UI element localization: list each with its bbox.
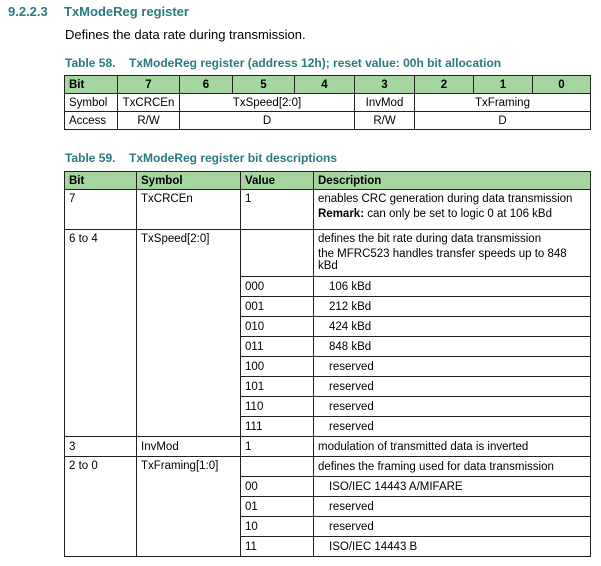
description-cell: 424 kBd bbox=[314, 317, 591, 337]
header-cell: Value bbox=[241, 172, 314, 190]
description-cell: reserved bbox=[314, 357, 591, 377]
row-label: Symbol bbox=[65, 94, 118, 112]
table-cell: D bbox=[415, 112, 591, 130]
value-cell bbox=[241, 457, 314, 477]
symbol-cell: TxFraming[1:0] bbox=[137, 457, 241, 557]
value-cell: 10 bbox=[241, 517, 314, 537]
header-cell: Bit bbox=[65, 76, 118, 94]
description-cell: reserved bbox=[314, 497, 591, 517]
description-cell: reserved bbox=[314, 517, 591, 537]
header-cell: 6 bbox=[180, 76, 233, 94]
header-cell: 2 bbox=[415, 76, 474, 94]
description-cell bbox=[314, 230, 591, 277]
section-number: 9.2.2.3 bbox=[8, 4, 48, 19]
table-header-row bbox=[65, 172, 591, 190]
section-heading bbox=[8, 4, 189, 19]
table-row bbox=[65, 230, 591, 277]
remark-line bbox=[318, 208, 586, 220]
description-cell: 848 kBd bbox=[314, 337, 591, 357]
table-row bbox=[65, 190, 591, 230]
description-cell: defines the framing used for data transmission bbox=[314, 457, 591, 477]
description-text: defines the bit rate during data transmission bbox=[318, 233, 542, 245]
table-cell: R/W bbox=[355, 112, 415, 130]
description-cell: reserved bbox=[314, 377, 591, 397]
header-cell: Description bbox=[314, 172, 591, 190]
table59-label: Table 59. bbox=[65, 151, 116, 165]
description-cell: ISO/IEC 14443 A/MIFARE bbox=[314, 477, 591, 497]
header-cell: 3 bbox=[355, 76, 415, 94]
table59-title: TxModeReg register bit descriptions bbox=[129, 151, 338, 165]
header-cell: Bit bbox=[65, 172, 137, 190]
bit-cell: 6 to 4 bbox=[65, 230, 137, 437]
table-cell: D bbox=[180, 112, 355, 130]
table58-caption bbox=[65, 56, 501, 70]
row-label: Access bbox=[65, 112, 118, 130]
description-cell: reserved bbox=[314, 397, 591, 417]
table-row bbox=[65, 457, 591, 477]
symbol-cell: TxCRCEn bbox=[137, 190, 241, 230]
bit-cell: 7 bbox=[65, 190, 137, 230]
description-cell: modulation of transmitted data is inverted bbox=[314, 437, 591, 457]
access-row bbox=[65, 112, 591, 130]
value-cell: 1 bbox=[241, 190, 314, 230]
value-cell: 1 bbox=[241, 437, 314, 457]
value-cell: 01 bbox=[241, 497, 314, 517]
value-cell: 111 bbox=[241, 417, 314, 437]
bit-description-table bbox=[64, 171, 591, 557]
header-cell: 0 bbox=[533, 76, 591, 94]
bit-cell: 3 bbox=[65, 437, 137, 457]
table59-caption bbox=[65, 151, 337, 165]
header-cell: 5 bbox=[233, 76, 295, 94]
description-cell: 106 kBd bbox=[314, 277, 591, 297]
description-text: enables CRC generation during data transmission bbox=[318, 193, 573, 205]
value-cell: 010 bbox=[241, 317, 314, 337]
table58-title: TxModeReg register (address 12h); reset value: 00h bit allocation bbox=[129, 56, 502, 70]
remark-text: can only be set to logic 0 at 106 kBd bbox=[364, 208, 552, 220]
description-cell: 212 kBd bbox=[314, 297, 591, 317]
value-cell: 000 bbox=[241, 277, 314, 297]
table-cell: InvMod bbox=[355, 94, 415, 112]
table-cell: TxSpeed[2:0] bbox=[180, 94, 355, 112]
section-title: TxModeReg register bbox=[64, 4, 189, 19]
value-cell: 100 bbox=[241, 357, 314, 377]
bit-cell: 2 to 0 bbox=[65, 457, 137, 557]
value-cell bbox=[241, 230, 314, 277]
description-text: the MFRC523 handles transfer speeds up to 848 kBd bbox=[318, 248, 567, 272]
table-cell: TxFraming bbox=[415, 94, 591, 112]
symbol-row bbox=[65, 94, 591, 112]
description-cell: ISO/IEC 14443 B bbox=[314, 537, 591, 557]
table-cell: TxCRCEn bbox=[118, 94, 180, 112]
table-cell: R/W bbox=[118, 112, 180, 130]
table-header-row bbox=[65, 76, 591, 94]
value-cell: 11 bbox=[241, 537, 314, 557]
remark-label: Remark: bbox=[318, 208, 365, 220]
symbol-cell: InvMod bbox=[137, 437, 241, 457]
table-row bbox=[65, 437, 591, 457]
header-cell: 1 bbox=[474, 76, 533, 94]
value-cell: 001 bbox=[241, 297, 314, 317]
section-description: Defines the data rate during transmission. bbox=[65, 27, 306, 42]
description-cell: reserved bbox=[314, 417, 591, 437]
bit-allocation-table bbox=[64, 75, 591, 130]
value-cell: 101 bbox=[241, 377, 314, 397]
value-cell: 00 bbox=[241, 477, 314, 497]
header-cell: 7 bbox=[118, 76, 180, 94]
description-cell bbox=[314, 190, 591, 230]
header-cell: Symbol bbox=[137, 172, 241, 190]
symbol-cell: TxSpeed[2:0] bbox=[137, 230, 241, 437]
value-cell: 110 bbox=[241, 397, 314, 417]
value-cell: 011 bbox=[241, 337, 314, 357]
header-cell: 4 bbox=[295, 76, 355, 94]
table58-label: Table 58. bbox=[65, 56, 116, 70]
